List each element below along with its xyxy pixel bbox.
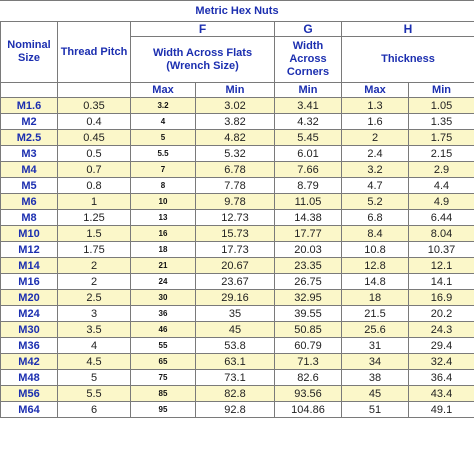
- cell-f-min: 63.1: [196, 354, 275, 370]
- cell-f-min: 20.67: [196, 258, 275, 274]
- cell-f-min: 6.78: [196, 162, 275, 178]
- header-g-min: Min: [275, 83, 342, 98]
- cell-thread-pitch: 0.5: [58, 146, 131, 162]
- cell-g-min: 7.66: [275, 162, 342, 178]
- cell-g-min: 20.03: [275, 242, 342, 258]
- cell-h-max: 25.6: [342, 322, 409, 338]
- cell-f-max: 24: [131, 274, 196, 290]
- cell-thread-pitch: 0.4: [58, 114, 131, 130]
- cell-h-min: 2.15: [409, 146, 474, 162]
- header-g: G: [275, 22, 342, 37]
- cell-f-max: 4: [131, 114, 196, 130]
- table-row: [1, 146, 474, 162]
- header-h-max: Max: [342, 83, 409, 98]
- cell-size: M36: [1, 338, 58, 354]
- cell-h-min: 4.4: [409, 178, 474, 194]
- cell-f-min: 15.73: [196, 226, 275, 242]
- header-f: F: [131, 22, 275, 37]
- cell-h-min: 10.37: [409, 242, 474, 258]
- cell-thread-pitch: 6: [58, 402, 131, 418]
- cell-size: M14: [1, 258, 58, 274]
- header-h-min: Min: [409, 83, 474, 98]
- cell-size: M20: [1, 290, 58, 306]
- cell-g-min: 4.32: [275, 114, 342, 130]
- cell-h-min: 24.3: [409, 322, 474, 338]
- cell-h-min: 4.9: [409, 194, 474, 210]
- cell-h-min: 8.04: [409, 226, 474, 242]
- cell-f-max: 36: [131, 306, 196, 322]
- cell-g-min: 50.85: [275, 322, 342, 338]
- cell-h-max: 3.2: [342, 162, 409, 178]
- cell-thread-pitch: 0.35: [58, 98, 131, 114]
- cell-h-min: 14.1: [409, 274, 474, 290]
- table-row: [1, 402, 474, 418]
- cell-thread-pitch: 5.5: [58, 386, 131, 402]
- cell-f-max: 75: [131, 370, 196, 386]
- cell-size: M48: [1, 370, 58, 386]
- cell-thread-pitch: 3: [58, 306, 131, 322]
- cell-thread-pitch: 4.5: [58, 354, 131, 370]
- cell-h-min: 1.05: [409, 98, 474, 114]
- cell-g-min: 39.55: [275, 306, 342, 322]
- cell-h-min: 49.1: [409, 402, 474, 418]
- cell-h-max: 5.2: [342, 194, 409, 210]
- cell-size: M64: [1, 402, 58, 418]
- cell-h-max: 4.7: [342, 178, 409, 194]
- cell-f-min: 9.78: [196, 194, 275, 210]
- cell-h-min: 6.44: [409, 210, 474, 226]
- cell-thread-pitch: 2.5: [58, 290, 131, 306]
- cell-f-max: 55: [131, 338, 196, 354]
- cell-h-max: 2.4: [342, 146, 409, 162]
- cell-size: M2: [1, 114, 58, 130]
- header-f-max: Max: [131, 83, 196, 98]
- table-row: [1, 290, 474, 306]
- cell-thread-pitch: 1.75: [58, 242, 131, 258]
- cell-h-min: 12.1: [409, 258, 474, 274]
- table-row: [1, 114, 474, 130]
- cell-f-min: 23.67: [196, 274, 275, 290]
- table-row: [1, 370, 474, 386]
- cell-f-max: 3.2: [131, 98, 196, 114]
- cell-size: M6: [1, 194, 58, 210]
- cell-g-min: 82.6: [275, 370, 342, 386]
- table-row: [1, 322, 474, 338]
- table-row: [1, 306, 474, 322]
- cell-f-max: 65: [131, 354, 196, 370]
- cell-h-min: 2.9: [409, 162, 474, 178]
- cell-h-max: 1.3: [342, 98, 409, 114]
- cell-f-max: 85: [131, 386, 196, 402]
- cell-size: M8: [1, 210, 58, 226]
- cell-size: M56: [1, 386, 58, 402]
- cell-h-min: 1.75: [409, 130, 474, 146]
- cell-h-min: 43.4: [409, 386, 474, 402]
- cell-f-min: 35: [196, 306, 275, 322]
- cell-f-max: 16: [131, 226, 196, 242]
- cell-g-min: 71.3: [275, 354, 342, 370]
- cell-f-max: 7: [131, 162, 196, 178]
- cell-thread-pitch: 2: [58, 274, 131, 290]
- cell-g-min: 60.79: [275, 338, 342, 354]
- header-thickness: Thickness: [342, 37, 474, 83]
- header-blank: [58, 83, 131, 98]
- cell-f-max: 5: [131, 130, 196, 146]
- cell-h-max: 14.8: [342, 274, 409, 290]
- cell-f-min: 17.73: [196, 242, 275, 258]
- cell-g-min: 23.35: [275, 258, 342, 274]
- cell-thread-pitch: 1: [58, 194, 131, 210]
- header-nominal-size: Nominal Size: [1, 22, 58, 83]
- cell-size: M5: [1, 178, 58, 194]
- cell-thread-pitch: 1.25: [58, 210, 131, 226]
- header-h: H: [342, 22, 474, 37]
- table-row: [1, 178, 474, 194]
- cell-f-min: 12.73: [196, 210, 275, 226]
- cell-size: M42: [1, 354, 58, 370]
- cell-g-min: 93.56: [275, 386, 342, 402]
- cell-h-max: 51: [342, 402, 409, 418]
- cell-g-min: 14.38: [275, 210, 342, 226]
- cell-f-min: 3.02: [196, 98, 275, 114]
- cell-g-min: 17.77: [275, 226, 342, 242]
- cell-f-min: 53.8: [196, 338, 275, 354]
- cell-h-max: 31: [342, 338, 409, 354]
- cell-f-max: 46: [131, 322, 196, 338]
- cell-size: M16: [1, 274, 58, 290]
- header-blank: [1, 83, 58, 98]
- cell-f-min: 3.82: [196, 114, 275, 130]
- cell-thread-pitch: 0.8: [58, 178, 131, 194]
- cell-h-max: 21.5: [342, 306, 409, 322]
- cell-f-min: 5.32: [196, 146, 275, 162]
- cell-size: M30: [1, 322, 58, 338]
- cell-thread-pitch: 1.5: [58, 226, 131, 242]
- table-row: [1, 338, 474, 354]
- table-row: [1, 194, 474, 210]
- hex-nut-table: [0, 21, 474, 418]
- cell-size: M12: [1, 242, 58, 258]
- cell-f-min: 29.16: [196, 290, 275, 306]
- cell-g-min: 26.75: [275, 274, 342, 290]
- cell-size: M2.5: [1, 130, 58, 146]
- cell-h-max: 1.6: [342, 114, 409, 130]
- cell-h-min: 20.2: [409, 306, 474, 322]
- cell-f-max: 30: [131, 290, 196, 306]
- table-row: [1, 258, 474, 274]
- table-row: [1, 242, 474, 258]
- cell-f-min: 4.82: [196, 130, 275, 146]
- cell-g-min: 11.05: [275, 194, 342, 210]
- cell-h-max: 18: [342, 290, 409, 306]
- cell-f-max: 13: [131, 210, 196, 226]
- cell-f-max: 18: [131, 242, 196, 258]
- table-row: [1, 386, 474, 402]
- cell-thread-pitch: 0.45: [58, 130, 131, 146]
- cell-h-min: 32.4: [409, 354, 474, 370]
- table-body: [1, 98, 474, 418]
- cell-f-max: 21: [131, 258, 196, 274]
- cell-h-max: 2: [342, 130, 409, 146]
- cell-size: M3: [1, 146, 58, 162]
- cell-thread-pitch: 2: [58, 258, 131, 274]
- cell-f-min: 82.8: [196, 386, 275, 402]
- cell-size: M10: [1, 226, 58, 242]
- cell-thread-pitch: 0.7: [58, 162, 131, 178]
- cell-f-max: 5.5: [131, 146, 196, 162]
- header-width-flats: Width Across Flats (Wrench Size): [131, 37, 275, 83]
- table-row: [1, 210, 474, 226]
- cell-f-max: 10: [131, 194, 196, 210]
- cell-g-min: 8.79: [275, 178, 342, 194]
- cell-size: M4: [1, 162, 58, 178]
- cell-size: M1.6: [1, 98, 58, 114]
- cell-h-min: 16.9: [409, 290, 474, 306]
- table-row: [1, 354, 474, 370]
- cell-f-min: 7.78: [196, 178, 275, 194]
- cell-f-min: 92.8: [196, 402, 275, 418]
- header-f-min: Min: [196, 83, 275, 98]
- table-title: Metric Hex Nuts: [0, 0, 474, 21]
- cell-thread-pitch: 3.5: [58, 322, 131, 338]
- cell-size: M24: [1, 306, 58, 322]
- cell-g-min: 32.95: [275, 290, 342, 306]
- table-row: [1, 226, 474, 242]
- cell-f-max: 95: [131, 402, 196, 418]
- cell-h-max: 12.8: [342, 258, 409, 274]
- cell-h-max: 38: [342, 370, 409, 386]
- cell-g-min: 5.45: [275, 130, 342, 146]
- cell-h-max: 8.4: [342, 226, 409, 242]
- cell-g-min: 104.86: [275, 402, 342, 418]
- cell-f-min: 73.1: [196, 370, 275, 386]
- table-row: [1, 130, 474, 146]
- cell-h-max: 45: [342, 386, 409, 402]
- cell-h-min: 29.4: [409, 338, 474, 354]
- cell-g-min: 6.01: [275, 146, 342, 162]
- table-row: [1, 162, 474, 178]
- table-row: [1, 274, 474, 290]
- cell-g-min: 3.41: [275, 98, 342, 114]
- cell-f-min: 45: [196, 322, 275, 338]
- table-row: [1, 98, 474, 114]
- header-thread-pitch: Thread Pitch: [58, 22, 131, 83]
- cell-h-min: 36.4: [409, 370, 474, 386]
- cell-h-min: 1.35: [409, 114, 474, 130]
- cell-thread-pitch: 5: [58, 370, 131, 386]
- cell-thread-pitch: 4: [58, 338, 131, 354]
- cell-h-max: 34: [342, 354, 409, 370]
- header-width-corners: Width Across Corners: [275, 37, 342, 83]
- cell-h-max: 6.8: [342, 210, 409, 226]
- cell-h-max: 10.8: [342, 242, 409, 258]
- cell-f-max: 8: [131, 178, 196, 194]
